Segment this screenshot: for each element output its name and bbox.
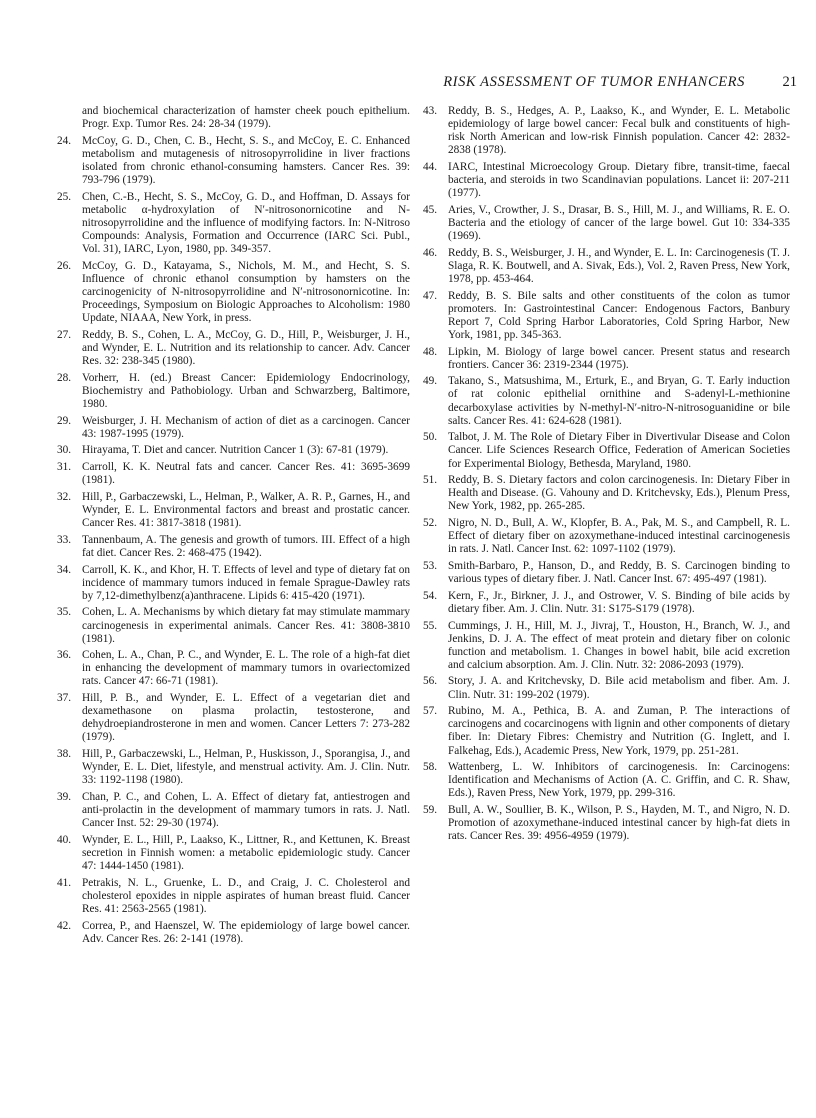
reference-number: 54. <box>423 589 438 602</box>
reference-text: Cohen, L. A. Mechanisms by which dietary fat may stimulate mammary carcinogenesis in experimental animals. Cancer Res. 41: 3808-3810 (1981). <box>82 606 410 645</box>
reference-number: 34. <box>57 563 72 576</box>
reference-text: Cummings, J. H., Hill, M. J., Jivraj, T., Houston, H., Branch, W. J., and Jenkins, D. J. A. The effect of meat protein and dietary fiber on colonic function and metabolism. 1. Changes in bowel habit, bile acid excretion and calcium absorption. Am. J. Clin. Nutr. 32: 2086-2093 (1979). <box>448 619 790 671</box>
reference-text: Vorherr, H. (ed.) Breast Cancer: Epidemiology Endocrinology, Biochemistry and Pathobiology. Urban and Schwarzberg, Baltimore, 1980. <box>82 371 410 410</box>
reference-number: 38. <box>57 748 72 761</box>
reference-entry <box>57 876 410 916</box>
reference-text: McCoy, G. D., Chen, C. B., Hecht, S. S., and McCoy, E. C. Enhanced metabolism and mutagenesis of nitrosopyrrolidine in liver fractions isolated from chronic ethanol-consuming hamsters. Cancer Res. 39: 793-796 (1979). <box>82 134 410 187</box>
reference-number: 31. <box>57 461 72 474</box>
reference-list-right <box>423 105 790 843</box>
reference-entry <box>57 461 410 487</box>
reference-entry <box>57 606 410 645</box>
reference-text: Chan, P. C., and Cohen, L. A. Effect of dietary fat, antiestrogen and anti-prolactin in the development of mammary tumors in rats. J. Natl. Cancer Inst. 52: 29-30 (1974). <box>82 791 410 830</box>
reference-text: Hill, P., Garbaczewski, L., Helman, P., Huskisson, J., Sporangisa, J., and Wynder, E. L. Diet, lifestyle, and menstrual activity. Am. J. Clin. Nutr. 33: 1192-1198 (1980). <box>82 748 410 787</box>
reference-number: 28. <box>57 371 72 384</box>
reference-text: Story, J. A. and Kritchevsky, D. Bile acid metabolism and fiber. Am. J. Clin. Nutr. 31: 199-202 (1979). <box>448 675 790 701</box>
reference-number: 25. <box>57 190 72 203</box>
reference-text: Smith-Barbaro, P., Hanson, D., and Reddy, B. S. Carcinogen binding to various types of dietary fiber. J. Natl. Cancer Inst. 67: 495-497 (1981). <box>448 559 790 586</box>
reference-number: 33. <box>57 533 72 546</box>
reference-number: 27. <box>57 328 72 341</box>
reference-number: 41. <box>57 876 72 889</box>
reference-entry <box>57 791 410 830</box>
reference-number: 48. <box>423 345 438 358</box>
reference-number: 50. <box>423 431 438 444</box>
reference-number: 49. <box>423 375 438 388</box>
reference-column-left <box>57 105 410 949</box>
reference-number: 35. <box>57 606 72 619</box>
reference-entry <box>57 134 410 187</box>
reference-entry <box>57 692 410 744</box>
reference-entry <box>57 371 410 411</box>
reference-text: Kern, F., Jr., Birkner, J. J., and Ostrower, V. S. Binding of bile acids by dietary fiber. Am. J. Clin. Nutr. 31: S175-S179 (1978). <box>448 589 790 615</box>
reference-number: 24. <box>57 134 72 147</box>
reference-number: 51. <box>423 474 438 487</box>
reference-column-right <box>423 105 790 847</box>
reference-text: Reddy, B. S., Hedges, A. P., Laakso, K., and Wynder, E. L. Metabolic epidemiology of large bowel cancer: Fecal bulk and constituents of high-risk North American and low-risk Finnish population. Cancer 42: 2832-2838 (1978). <box>448 105 790 157</box>
reference-text: Carroll, K. K. Neutral fats and cancer. Cancer Res. 41: 3695-3699 (1981). <box>82 461 410 487</box>
reference-text: Hill, P., Garbaczewski, L., Helman, P., Walker, A. R. P., Garnes, H., and Wynder, E. L. Environmental factors and breast and prostatic cancer. Cancer Res. 41: 3817-3818 (1981). <box>82 490 410 530</box>
reference-text: Correa, P., and Haenszel, W. The epidemiology of large bowel cancer. Adv. Cancer Res. 26: 2-141 (1978). <box>82 919 410 945</box>
reference-entry <box>423 160 790 200</box>
reference-number: 42. <box>57 919 72 932</box>
reference-entry <box>423 474 790 513</box>
reference-text: and biochemical characterization of hamster cheek pouch epithelium. Progr. Exp. Tumor Res. 24: 28-34 (1979). <box>82 105 410 131</box>
reference-number: 29. <box>57 414 72 427</box>
reference-text: Talbot, J. M. The Role of Dietary Fiber in Divertivular Disease and Colon Cancer. Life Sciences Research Office, Federation of American Societies for Experimental Biology, Bethesda, Maryland, 1980. <box>448 431 790 470</box>
reference-entry <box>423 375 790 427</box>
reference-entry <box>423 589 790 616</box>
reference-text: Tannenbaum, A. The genesis and growth of tumors. III. Effect of a high fat diet. Cancer Res. 2: 468-475 (1942). <box>82 533 410 559</box>
reference-entry <box>423 804 790 843</box>
reference-number: 30. <box>57 444 72 457</box>
reference-number: 53. <box>423 559 438 572</box>
reference-continuation <box>62 105 410 131</box>
reference-number: 26. <box>57 259 72 272</box>
reference-text: Lipkin, M. Biology of large bowel cancer. Present status and research frontiers. Cancer 36: 2319-2344 (1975). <box>448 345 790 371</box>
reference-entry <box>423 431 790 470</box>
reference-text: IARC, Intestinal Microecology Group. Dietary fibre, transit-time, faecal bacteria, and steroids in two Scandinavian populations. Lancet ii: 207-211 (1977). <box>448 160 790 200</box>
reference-entry <box>423 675 790 701</box>
reference-entry <box>423 203 790 243</box>
reference-entry <box>57 414 410 441</box>
reference-entry <box>423 289 790 342</box>
reference-number: 40. <box>57 833 72 846</box>
reference-text: McCoy, G. D., Katayama, S., Nichols, M. M., and Hecht, S. S. Influence of chronic ethanol consumption by hamsters on the carcinogenicity of N-nitrosopyrrolidine and N′-nitrosonornicotine. In: Proceedings, Symposium on Biologic Approaches to Alcoholism: 1980 Update, NIAAA, New York, in press. <box>82 259 410 325</box>
reference-entry <box>57 563 410 603</box>
reference-text: Hirayama, T. Diet and cancer. Nutrition Cancer 1 (3): 67-81 (1979). <box>82 444 389 457</box>
reference-entry <box>57 328 410 368</box>
reference-entry <box>57 748 410 787</box>
reference-number: 56. <box>423 675 438 688</box>
reference-text: Reddy, B. S. Dietary factors and colon carcinogenesis. In: Dietary Fiber in Health and Disease. (G. Vahouny and D. Kritchevsky, Eds.), Plenum Press, New York, 1982, pp. 265-285. <box>448 474 790 513</box>
reference-entry <box>423 517 790 556</box>
reference-text: Reddy, B. S. Bile salts and other constituents of the colon as tumor promoters. In: Gastrointestinal Cancer: Endogenous Factors, Banbury Report 7, Cold Spring Harbor Laboratories, Cold Spring Harbor, New York, 1981, pp. 345-363. <box>448 289 790 341</box>
reference-number: 52. <box>423 517 438 530</box>
reference-entry <box>57 490 410 530</box>
reference-entry <box>423 246 790 286</box>
reference-entry <box>57 190 410 256</box>
reference-entry <box>423 619 790 672</box>
reference-number: 36. <box>57 649 72 662</box>
reference-list-left <box>57 134 410 946</box>
reference-number: 37. <box>57 692 72 705</box>
running-head: RISK ASSESSMENT OF TUMOR ENHANCERS <box>443 74 745 90</box>
reference-text: Rubino, M. A., Pethica, B. A. and Zuman, P. The interactions of carcinogens and cocarcinogens with lignin and other components of dietary fiber. In: Dietary Fibres: Chemistry and Nutrition (G. Inglett, and I. Falkehag, Eds.), Academic Press, New York, 1979, pp. 251-281. <box>448 705 790 757</box>
reference-number: 45. <box>423 203 438 216</box>
reference-entry <box>57 444 410 457</box>
page-number: 21 <box>782 74 797 90</box>
reference-text: Nigro, N. D., Bull, A. W., Klopfer, B. A., Pak, M. S., and Campbell, R. L. Effect of dietary fiber on azoxymethane-induced intestinal carcinogenesis in rats. J. Natl. Cancer Inst. 62: 1097-1102 (1979). <box>448 517 790 556</box>
reference-number: 32. <box>57 490 72 503</box>
reference-number: 59. <box>423 804 438 817</box>
reference-number: 39. <box>57 791 72 803</box>
reference-entry <box>57 833 410 873</box>
reference-entry <box>57 919 410 946</box>
reference-entry <box>423 105 790 157</box>
reference-text: Wattenberg, L. W. Inhibitors of carcinogenesis. In: Carcinogens: Identification and Mechanisms of Action (A. C. Griffin, and C. R. Shaw, Eds.), Raven Press, New York, 1979, pp. 299-316. <box>448 761 790 800</box>
reference-number: 44. <box>423 160 438 173</box>
reference-text: Petrakis, N. L., Gruenke, L. D., and Craig, J. C. Cholesterol and cholesterol epoxides in nipple aspirates of human breast fluid. Cancer Res. 41: 2563-2565 (1981). <box>82 876 410 915</box>
reference-entry <box>423 705 790 757</box>
reference-text: Bull, A. W., Soullier, B. K., Wilson, P. S., Hayden, M. T., and Nigro, N. D. Promotion of azoxymethane-induced intestinal cancer by high-fat diets in rats. Cancer Res. 39: 4956-4959 (1979). <box>448 804 790 843</box>
reference-text: Cohen, L. A., Chan, P. C., and Wynder, E. L. The role of a high-fat diet in enhancing the development of mammary tumors in ovariectomized rats. Cancer 47: 66-71 (1981). <box>82 649 410 688</box>
reference-text: Reddy, B. S., Weisburger, J. H., and Wynder, E. L. In: Carcinogenesis (T. J. Slaga, R. K. Boutwell, and A. Sivak, Eds.), Vol. 2, Raven Press, New York, 1978, pp. 453-464. <box>448 246 790 285</box>
reference-text: Chen, C.-B., Hecht, S. S., McCoy, G. D., and Hoffman, D. Assays for metabolic α-hydroxylation of N′-nitrosonornicotine and N-nitrosopyrrolidine and the influence of modifying factors. In: N-Nitroso Compounds: Analysis, Formation and Occurrence (IARC Sci. Publ., Vol. 31), IARC, Lyon, 1980, pp. 349-357. <box>82 190 410 256</box>
reference-number: 46. <box>423 246 438 259</box>
reference-entry <box>57 533 410 560</box>
reference-entry <box>423 761 790 800</box>
reference-text: Takano, S., Matsushima, M., Erturk, E., and Bryan, G. T. Early induction of rat colonic epithelial ornithine and S-adenyl-L-methionine decarboxylase activities by N-methyl-N′-nitro-N-nitrosoguanidine or bile salts. Cancer Res. 41: 624-628 (1981). <box>448 375 790 427</box>
reference-entry <box>423 559 790 586</box>
reference-entry <box>57 649 410 688</box>
reference-entry <box>57 259 410 325</box>
page-header <box>60 74 797 94</box>
reference-text: Reddy, B. S., Cohen, L. A., McCoy, G. D., Hill, P., Weisburger, J. H., and Wynder, E. L. Nutrition and its relationship to cancer. Adv. Cancer Res. 32: 238-345 (1980). <box>82 328 410 368</box>
reference-number: 47. <box>423 289 438 302</box>
reference-number: 55. <box>423 619 438 632</box>
reference-text: Wynder, E. L., Hill, P., Laakso, K., Littner, R., and Kettunen, K. Breast secretion in Finnish women: a metabolic epidemiologic study. Cancer 47: 1444-1450 (1981). <box>82 833 410 873</box>
reference-number: 58. <box>423 761 438 774</box>
reference-text: Carroll, K. K., and Khor, H. T. Effects of level and type of dietary fat on incidence of mammary tumors induced in female Sprague-Dawley rats by 7,12-dimethylbenz(a)anthracene. Lipids 6: 415-420 (1971). <box>82 563 410 602</box>
reference-number: 43. <box>423 105 438 117</box>
reference-number: 57. <box>423 705 438 718</box>
reference-text: Weisburger, J. H. Mechanism of action of diet as a carcinogen. Cancer 43: 1987-1995 (1979). <box>82 414 410 440</box>
reference-text: Hill, P. B., and Wynder, E. L. Effect of a vegetarian diet and dexamethasone on plasma prolactin, testosterone, and dehydroepiandrosterone in men and women. Cancer Letters 7: 273-282 (1979). <box>82 692 410 744</box>
reference-text: Aries, V., Crowther, J. S., Drasar, B. S., Hill, M. J., and Williams, R. E. O. Bacteria and the etiology of cancer of the large bowel. Gut 10: 334-335 (1969). <box>448 203 790 243</box>
reference-entry <box>423 345 790 372</box>
